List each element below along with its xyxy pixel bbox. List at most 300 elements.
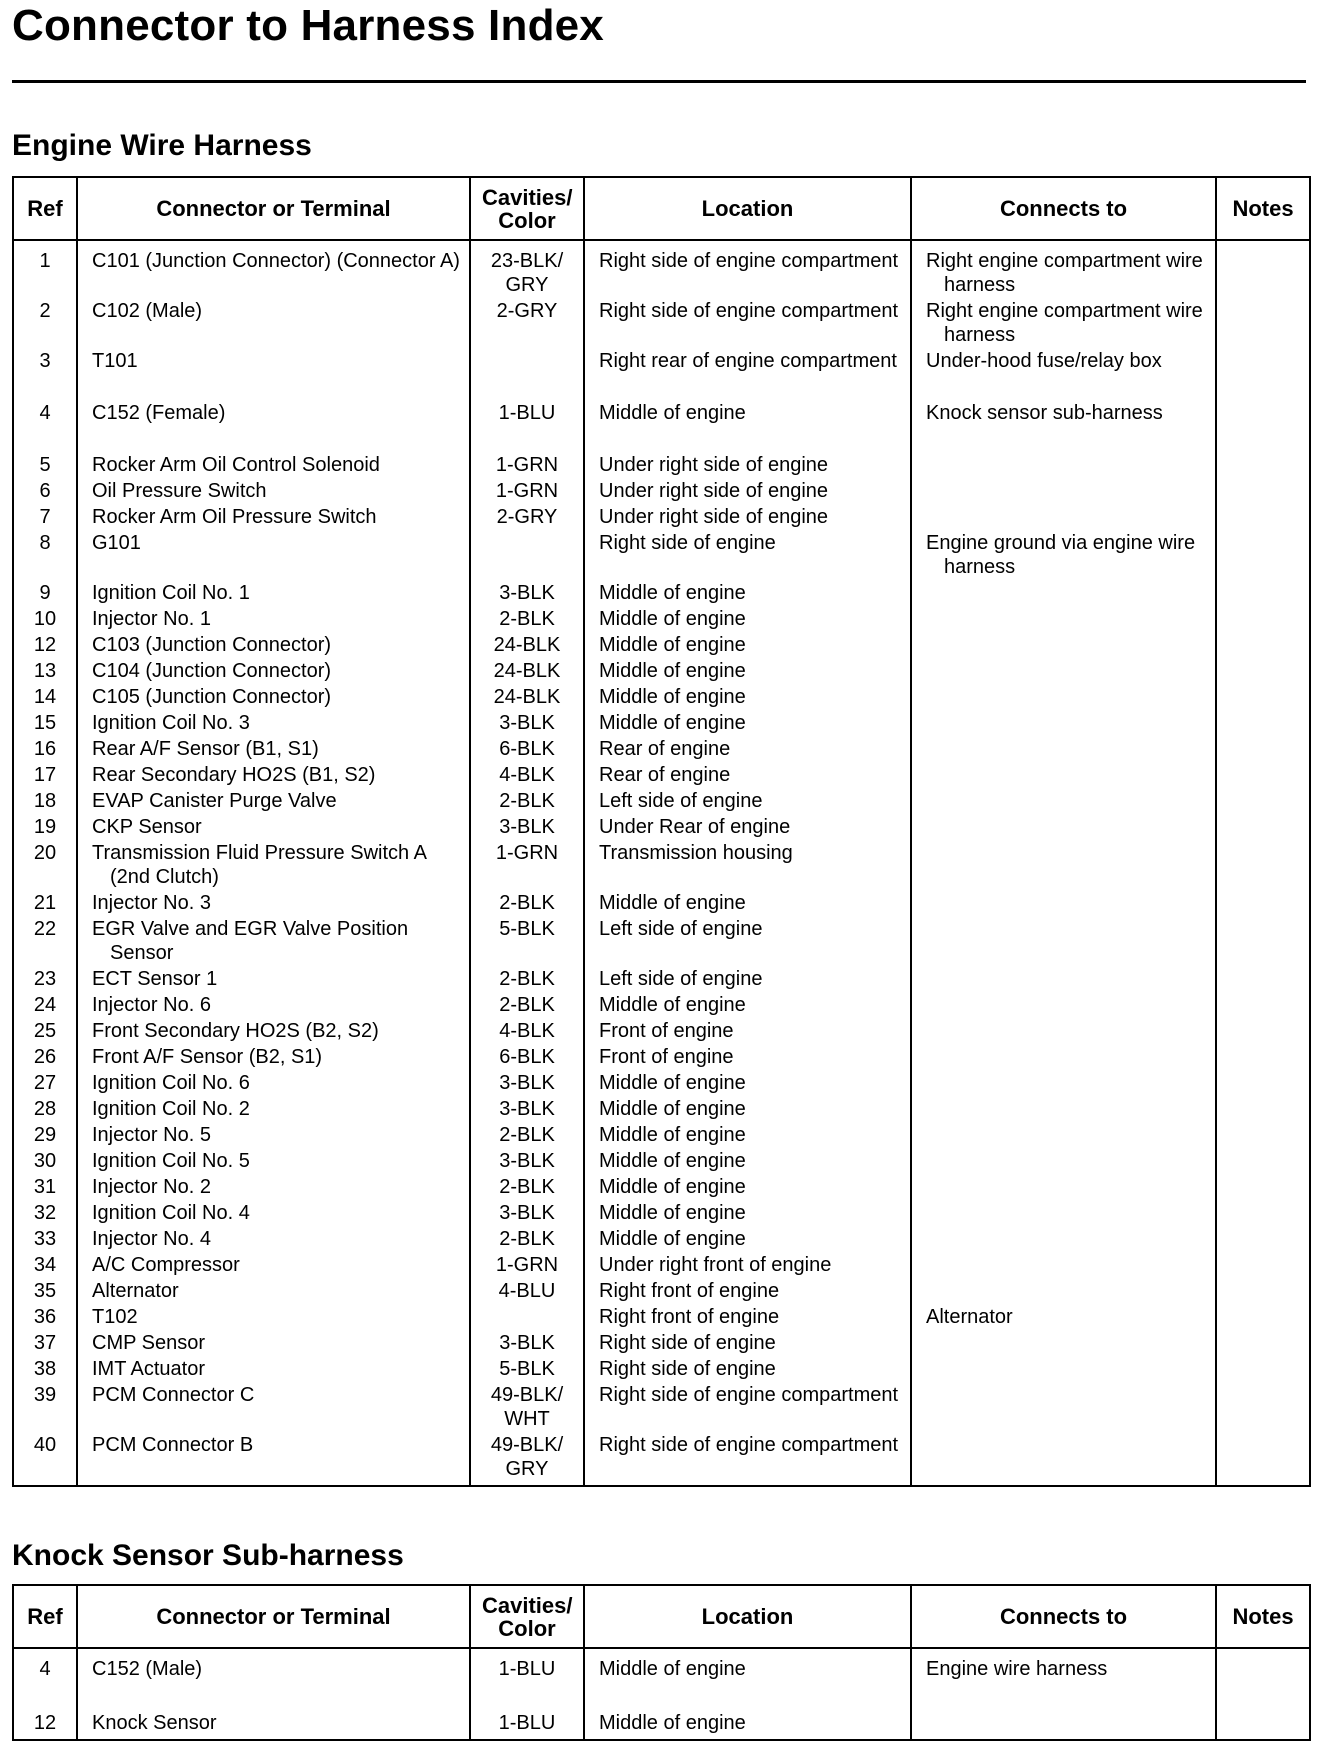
cell-notes <box>1216 890 1310 916</box>
col-header-connector: Connector or Terminal <box>77 177 470 240</box>
cell-ref-text: 19 <box>33 816 57 838</box>
cell-connector <box>77 736 470 762</box>
cell-notes <box>1216 530 1310 580</box>
cell-connector <box>77 966 470 992</box>
cell-location <box>584 530 911 580</box>
table-row <box>13 1278 1310 1304</box>
cell-location-text: Right side of engine compartment <box>599 1384 899 1406</box>
cell-connects-to <box>911 400 1216 452</box>
cell-cavities <box>470 1648 584 1710</box>
table-row <box>13 684 1310 710</box>
cell-location <box>584 1432 911 1486</box>
cell-location-text: Right front of engine <box>599 1306 780 1328</box>
cell-notes <box>1216 504 1310 530</box>
cell-connector <box>77 400 470 452</box>
cell-connector-text: Injector No. 5 <box>92 1124 211 1146</box>
cell-connects-to <box>911 762 1216 788</box>
cell-connector <box>77 530 470 580</box>
cell-cavities <box>470 1304 584 1330</box>
cell-connects-to <box>911 736 1216 762</box>
cell-ref-text: 23 <box>33 968 57 990</box>
cell-ref-text: 9 <box>39 582 51 604</box>
cell-connector-text: Rocker Arm Oil Control Solenoid <box>92 454 380 476</box>
cell-notes <box>1216 1382 1310 1432</box>
cell-ref <box>13 400 77 452</box>
cell-notes <box>1216 348 1310 400</box>
cell-connects-to <box>911 240 1216 298</box>
cell-cavities <box>470 840 584 890</box>
cell-location <box>584 890 911 916</box>
cell-ref-text: 8 <box>39 532 51 554</box>
cell-location-text: Right side of engine <box>599 1358 776 1380</box>
cell-connector-text: C101 (Junction Connector) (Connector A) <box>92 250 460 272</box>
cell-location-text: Middle of engine <box>599 1658 746 1680</box>
cell-connector <box>77 1096 470 1122</box>
cell-connector <box>77 1432 470 1486</box>
cell-location-text: Under right side of engine <box>599 506 829 528</box>
col-header-connector: Connector or Terminal <box>77 1585 470 1648</box>
cell-ref <box>13 1382 77 1432</box>
cell-connects-to <box>911 1148 1216 1174</box>
cell-connects-to <box>911 658 1216 684</box>
table-row <box>13 1044 1310 1070</box>
cell-connector-text: Injector No. 4 <box>92 1228 211 1250</box>
cell-connector-text: PCM Connector B <box>92 1434 254 1456</box>
cell-location-text: Middle of engine <box>599 686 746 708</box>
cell-connector <box>77 1710 470 1740</box>
cell-cavities <box>470 632 584 658</box>
cell-ref <box>13 814 77 840</box>
cell-location-text: Left side of engine <box>599 918 763 940</box>
cell-cavities <box>470 966 584 992</box>
cell-notes <box>1216 992 1310 1018</box>
table-row <box>13 814 1310 840</box>
cell-cavities-text: 49-BLK/ GRY <box>490 1434 564 1480</box>
section-title-engine: Engine Wire Harness <box>12 129 312 162</box>
col-header-location: Location <box>584 1585 911 1648</box>
cell-cavities-text: 1-GRN <box>495 454 559 476</box>
cell-cavities <box>470 992 584 1018</box>
cell-connector-text: C152 (Male) <box>92 1658 203 1680</box>
cell-cavities-text: 1-GRN <box>495 842 559 864</box>
cell-cavities-text: 2-GRY <box>496 300 558 322</box>
table-row <box>13 1648 1310 1710</box>
cell-cavities-text: 2-BLK <box>499 1124 555 1146</box>
cell-ref-text: 14 <box>33 686 57 708</box>
cell-connector-text: Injector No. 6 <box>92 994 211 1016</box>
cell-ref <box>13 1710 77 1740</box>
cell-cavities-text: 5-BLK <box>499 918 555 940</box>
cell-cavities <box>470 1710 584 1740</box>
cell-cavities <box>470 504 584 530</box>
table-row <box>13 240 1310 298</box>
cell-connects-to <box>911 1304 1216 1330</box>
cell-connector-text: IMT Actuator <box>92 1358 206 1380</box>
cell-connector <box>77 1226 470 1252</box>
cell-cavities <box>470 814 584 840</box>
cell-connector-text: Ignition Coil No. 6 <box>92 1072 250 1094</box>
table-row <box>13 992 1310 1018</box>
cell-ref-text: 13 <box>33 660 57 682</box>
col-header-cavities-text: Cavities/ Color <box>482 184 573 233</box>
cell-location-text: Right rear of engine compartment <box>599 350 897 372</box>
cell-notes <box>1216 400 1310 452</box>
cell-cavities <box>470 1122 584 1148</box>
cell-cavities-text: 23-BLK/ GRY <box>490 250 564 296</box>
cell-cavities <box>470 1148 584 1174</box>
section-title-knock: Knock Sensor Sub-harness <box>12 1539 404 1572</box>
cell-ref <box>13 1044 77 1070</box>
cell-cavities-text: 2-BLK <box>499 968 555 990</box>
cell-connector-text: ECT Sensor 1 <box>92 968 218 990</box>
cell-cavities-text: 1-BLU <box>498 402 556 424</box>
cell-location-text: Middle of engine <box>599 1176 746 1198</box>
cell-notes <box>1216 1330 1310 1356</box>
cell-connector <box>77 1356 470 1382</box>
cell-cavities-text: 5-BLK <box>499 1358 555 1380</box>
cell-connects-to <box>911 1174 1216 1200</box>
cell-location <box>584 1356 911 1382</box>
cell-location-text: Right front of engine <box>599 1280 780 1302</box>
cell-cavities-text: 2-BLK <box>499 892 555 914</box>
table-row <box>13 1122 1310 1148</box>
cell-connects-to <box>911 1096 1216 1122</box>
cell-connector <box>77 1648 470 1710</box>
cell-ref <box>13 1252 77 1278</box>
engine-harness-table <box>12 176 1311 1487</box>
cell-connects-to <box>911 1710 1216 1740</box>
cell-cavities <box>470 1278 584 1304</box>
table-row <box>13 632 1310 658</box>
cell-connector-text: C152 (Female) <box>92 402 226 424</box>
table-row <box>13 1710 1310 1740</box>
cell-notes <box>1216 814 1310 840</box>
cell-location <box>584 298 911 348</box>
cell-cavities <box>470 1382 584 1432</box>
table-row <box>13 1070 1310 1096</box>
cell-location-text: Right side of engine compartment <box>599 1434 899 1456</box>
cell-location-text: Middle of engine <box>599 1202 746 1224</box>
cell-connector <box>77 606 470 632</box>
cell-ref <box>13 1648 77 1710</box>
cell-location <box>584 966 911 992</box>
table-row <box>13 1356 1310 1382</box>
col-header-cavities <box>470 177 584 240</box>
cell-notes <box>1216 580 1310 606</box>
cell-connector-text: T102 <box>92 1306 138 1328</box>
cell-cavities-text: 3-BLK <box>499 1098 555 1120</box>
cell-ref <box>13 632 77 658</box>
cell-ref-text: 24 <box>33 994 57 1016</box>
cell-connector <box>77 348 470 400</box>
table-row <box>13 1018 1310 1044</box>
cell-location <box>584 916 911 966</box>
cell-location-text: Under Rear of engine <box>599 816 791 838</box>
cell-cavities-text: 2-GRY <box>496 506 558 528</box>
cell-notes <box>1216 1648 1310 1710</box>
cell-ref <box>13 788 77 814</box>
cell-ref <box>13 530 77 580</box>
cell-connects-to <box>911 1356 1216 1382</box>
table-row <box>13 736 1310 762</box>
cell-connector-text: Rear A/F Sensor (B1, S1) <box>92 738 319 760</box>
cell-location-text: Right side of engine compartment <box>599 250 899 272</box>
cell-ref-text: 7 <box>39 506 51 528</box>
cell-location <box>584 580 911 606</box>
cell-connector <box>77 632 470 658</box>
table-row <box>13 1304 1310 1330</box>
cell-connector-text: Knock Sensor <box>92 1712 217 1734</box>
table-row <box>13 478 1310 504</box>
cell-notes <box>1216 658 1310 684</box>
cell-connector <box>77 504 470 530</box>
cell-location <box>584 788 911 814</box>
cell-location <box>584 684 911 710</box>
cell-ref <box>13 1148 77 1174</box>
cell-connects-to <box>911 452 1216 478</box>
cell-ref <box>13 890 77 916</box>
cell-location <box>584 478 911 504</box>
cell-connects-to <box>911 298 1216 348</box>
cell-ref-text: 12 <box>33 1712 57 1734</box>
table-row <box>13 658 1310 684</box>
table-row <box>13 1148 1310 1174</box>
cell-connector <box>77 1122 470 1148</box>
cell-notes <box>1216 1174 1310 1200</box>
cell-cavities <box>470 1356 584 1382</box>
cell-ref <box>13 1278 77 1304</box>
cell-location <box>584 1018 911 1044</box>
cell-ref <box>13 736 77 762</box>
cell-cavities <box>470 452 584 478</box>
cell-connects-to <box>911 814 1216 840</box>
cell-connector <box>77 1330 470 1356</box>
cell-ref-text: 34 <box>33 1254 57 1276</box>
cell-cavities <box>470 684 584 710</box>
cell-ref <box>13 1018 77 1044</box>
table-header-row <box>13 177 1310 240</box>
knock-sensor-table <box>12 1584 1311 1741</box>
cell-connector <box>77 1382 470 1432</box>
cell-ref-text: 26 <box>33 1046 57 1068</box>
cell-cavities <box>470 658 584 684</box>
cell-location <box>584 1174 911 1200</box>
cell-location-text: Middle of engine <box>599 1228 746 1250</box>
col-header-notes: Notes <box>1216 177 1310 240</box>
cell-cavities <box>470 890 584 916</box>
cell-ref <box>13 504 77 530</box>
cell-location-text: Under right front of engine <box>599 1254 832 1276</box>
cell-connector <box>77 814 470 840</box>
cell-ref-text: 28 <box>33 1098 57 1120</box>
cell-location-text: Middle of engine <box>599 634 746 656</box>
cell-notes <box>1216 966 1310 992</box>
cell-location-text: Under right side of engine <box>599 454 829 476</box>
cell-connector <box>77 240 470 298</box>
cell-connects-to <box>911 478 1216 504</box>
cell-connects-to <box>911 916 1216 966</box>
cell-connects-to <box>911 992 1216 1018</box>
cell-connects-to <box>911 890 1216 916</box>
cell-connector-text: CKP Sensor <box>92 816 202 838</box>
col-header-location: Location <box>584 177 911 240</box>
cell-ref <box>13 1122 77 1148</box>
cell-ref-text: 17 <box>33 764 57 786</box>
cell-ref <box>13 580 77 606</box>
cell-location <box>584 658 911 684</box>
cell-ref <box>13 298 77 348</box>
cell-connects-to <box>911 1330 1216 1356</box>
table-row <box>13 966 1310 992</box>
cell-location-text: Middle of engine <box>599 608 746 630</box>
cell-ref <box>13 992 77 1018</box>
cell-ref <box>13 1356 77 1382</box>
cell-location <box>584 452 911 478</box>
cell-connector-text: Ignition Coil No. 1 <box>92 582 250 604</box>
cell-ref-text: 3 <box>39 350 51 372</box>
cell-ref-text: 4 <box>39 402 51 424</box>
cell-ref-text: 5 <box>39 454 51 476</box>
cell-ref-text: 22 <box>33 918 57 940</box>
table-row <box>13 1382 1310 1432</box>
cell-location <box>584 1096 911 1122</box>
cell-cavities <box>470 710 584 736</box>
cell-cavities-text: 4-BLK <box>499 1020 555 1042</box>
cell-location-text: Front of engine <box>599 1020 734 1042</box>
table-row <box>13 1174 1310 1200</box>
cell-connector-text: CMP Sensor <box>92 1332 206 1354</box>
cell-location-text: Middle of engine <box>599 660 746 682</box>
cell-cavities-text: 4-BLU <box>498 1280 556 1302</box>
cell-cavities <box>470 736 584 762</box>
cell-connects-to <box>911 1226 1216 1252</box>
cell-location-text: Middle of engine <box>599 1150 746 1172</box>
table-row <box>13 916 1310 966</box>
cell-location <box>584 1148 911 1174</box>
cell-cavities-text: 2-BLK <box>499 1176 555 1198</box>
cell-connector <box>77 1304 470 1330</box>
table-header-row <box>13 1585 1310 1648</box>
cell-connector <box>77 1252 470 1278</box>
cell-notes <box>1216 1200 1310 1226</box>
cell-connector <box>77 788 470 814</box>
cell-cavities-text: 49-BLK/ WHT <box>490 1384 564 1430</box>
col-header-cavities-text: Cavities/ Color <box>482 1592 573 1641</box>
cell-ref-text: 2 <box>39 300 51 322</box>
cell-connector-text: A/C Compressor <box>92 1254 240 1276</box>
col-header-connects-to: Connects to <box>911 1585 1216 1648</box>
cell-connector-text: Ignition Coil No. 3 <box>92 712 250 734</box>
title-rule <box>12 80 1306 83</box>
cell-ref-text: 10 <box>33 608 57 630</box>
cell-cavities <box>470 1432 584 1486</box>
cell-ref <box>13 658 77 684</box>
cell-connects-to <box>911 1122 1216 1148</box>
cell-connector <box>77 710 470 736</box>
cell-ref <box>13 1174 77 1200</box>
cell-connector <box>77 580 470 606</box>
cell-ref-text: 40 <box>33 1434 57 1456</box>
cell-location <box>584 762 911 788</box>
cell-cavities <box>470 1252 584 1278</box>
cell-ref <box>13 840 77 890</box>
cell-location <box>584 1226 911 1252</box>
table-row <box>13 710 1310 736</box>
cell-connector <box>77 1278 470 1304</box>
cell-location <box>584 504 911 530</box>
cell-connector-text: PCM Connector C <box>92 1384 255 1406</box>
cell-cavities-text: 1-BLU <box>498 1712 556 1734</box>
table-row <box>13 1200 1310 1226</box>
cell-connects-to <box>911 1432 1216 1486</box>
cell-connector <box>77 658 470 684</box>
table-row <box>13 762 1310 788</box>
engine-table-body <box>13 240 1310 1486</box>
cell-connector-text: Front A/F Sensor (B2, S1) <box>92 1046 323 1068</box>
cell-cavities <box>470 1096 584 1122</box>
cell-ref <box>13 1432 77 1486</box>
cell-cavities <box>470 348 584 400</box>
cell-location <box>584 400 911 452</box>
cell-location <box>584 814 911 840</box>
cell-ref <box>13 478 77 504</box>
cell-cavities-text: 3-BLK <box>499 1072 555 1094</box>
cell-ref-text: 35 <box>33 1280 57 1302</box>
cell-connector-text: Rocker Arm Oil Pressure Switch <box>92 506 377 528</box>
cell-connector-text: Injector No. 2 <box>92 1176 211 1198</box>
cell-ref-text: 18 <box>33 790 57 812</box>
cell-notes <box>1216 916 1310 966</box>
cell-notes <box>1216 606 1310 632</box>
cell-notes <box>1216 1304 1310 1330</box>
cell-location-text: Left side of engine <box>599 790 763 812</box>
table-row <box>13 1330 1310 1356</box>
cell-location <box>584 1648 911 1710</box>
cell-cavities-text: 1-BLU <box>498 1658 556 1680</box>
cell-notes <box>1216 788 1310 814</box>
table-row <box>13 580 1310 606</box>
cell-notes <box>1216 1710 1310 1740</box>
cell-connector <box>77 890 470 916</box>
cell-ref-text: 12 <box>33 634 57 656</box>
table-row <box>13 348 1310 400</box>
cell-ref <box>13 348 77 400</box>
cell-connects-to <box>911 530 1216 580</box>
cell-connects-to-text: Right engine compartment wire harness <box>926 300 1203 346</box>
cell-connector-text: EVAP Canister Purge Valve <box>92 790 337 812</box>
cell-location <box>584 1252 911 1278</box>
cell-location <box>584 348 911 400</box>
table-row <box>13 890 1310 916</box>
cell-location-text: Middle of engine <box>599 402 746 424</box>
cell-cavities-text: 1-GRN <box>495 480 559 502</box>
col-header-ref: Ref <box>13 177 77 240</box>
cell-connects-to <box>911 710 1216 736</box>
cell-location-text: Middle of engine <box>599 1072 746 1094</box>
cell-connector <box>77 478 470 504</box>
cell-cavities-text: 2-BLK <box>499 790 555 812</box>
cell-notes <box>1216 1044 1310 1070</box>
table-row <box>13 1432 1310 1486</box>
cell-notes <box>1216 452 1310 478</box>
cell-cavities <box>470 1174 584 1200</box>
cell-notes <box>1216 240 1310 298</box>
cell-connects-to <box>911 504 1216 530</box>
cell-location-text: Rear of engine <box>599 738 731 760</box>
cell-connects-to-text: Knock sensor sub-harness <box>926 402 1163 424</box>
cell-connects-to <box>911 606 1216 632</box>
cell-ref <box>13 240 77 298</box>
